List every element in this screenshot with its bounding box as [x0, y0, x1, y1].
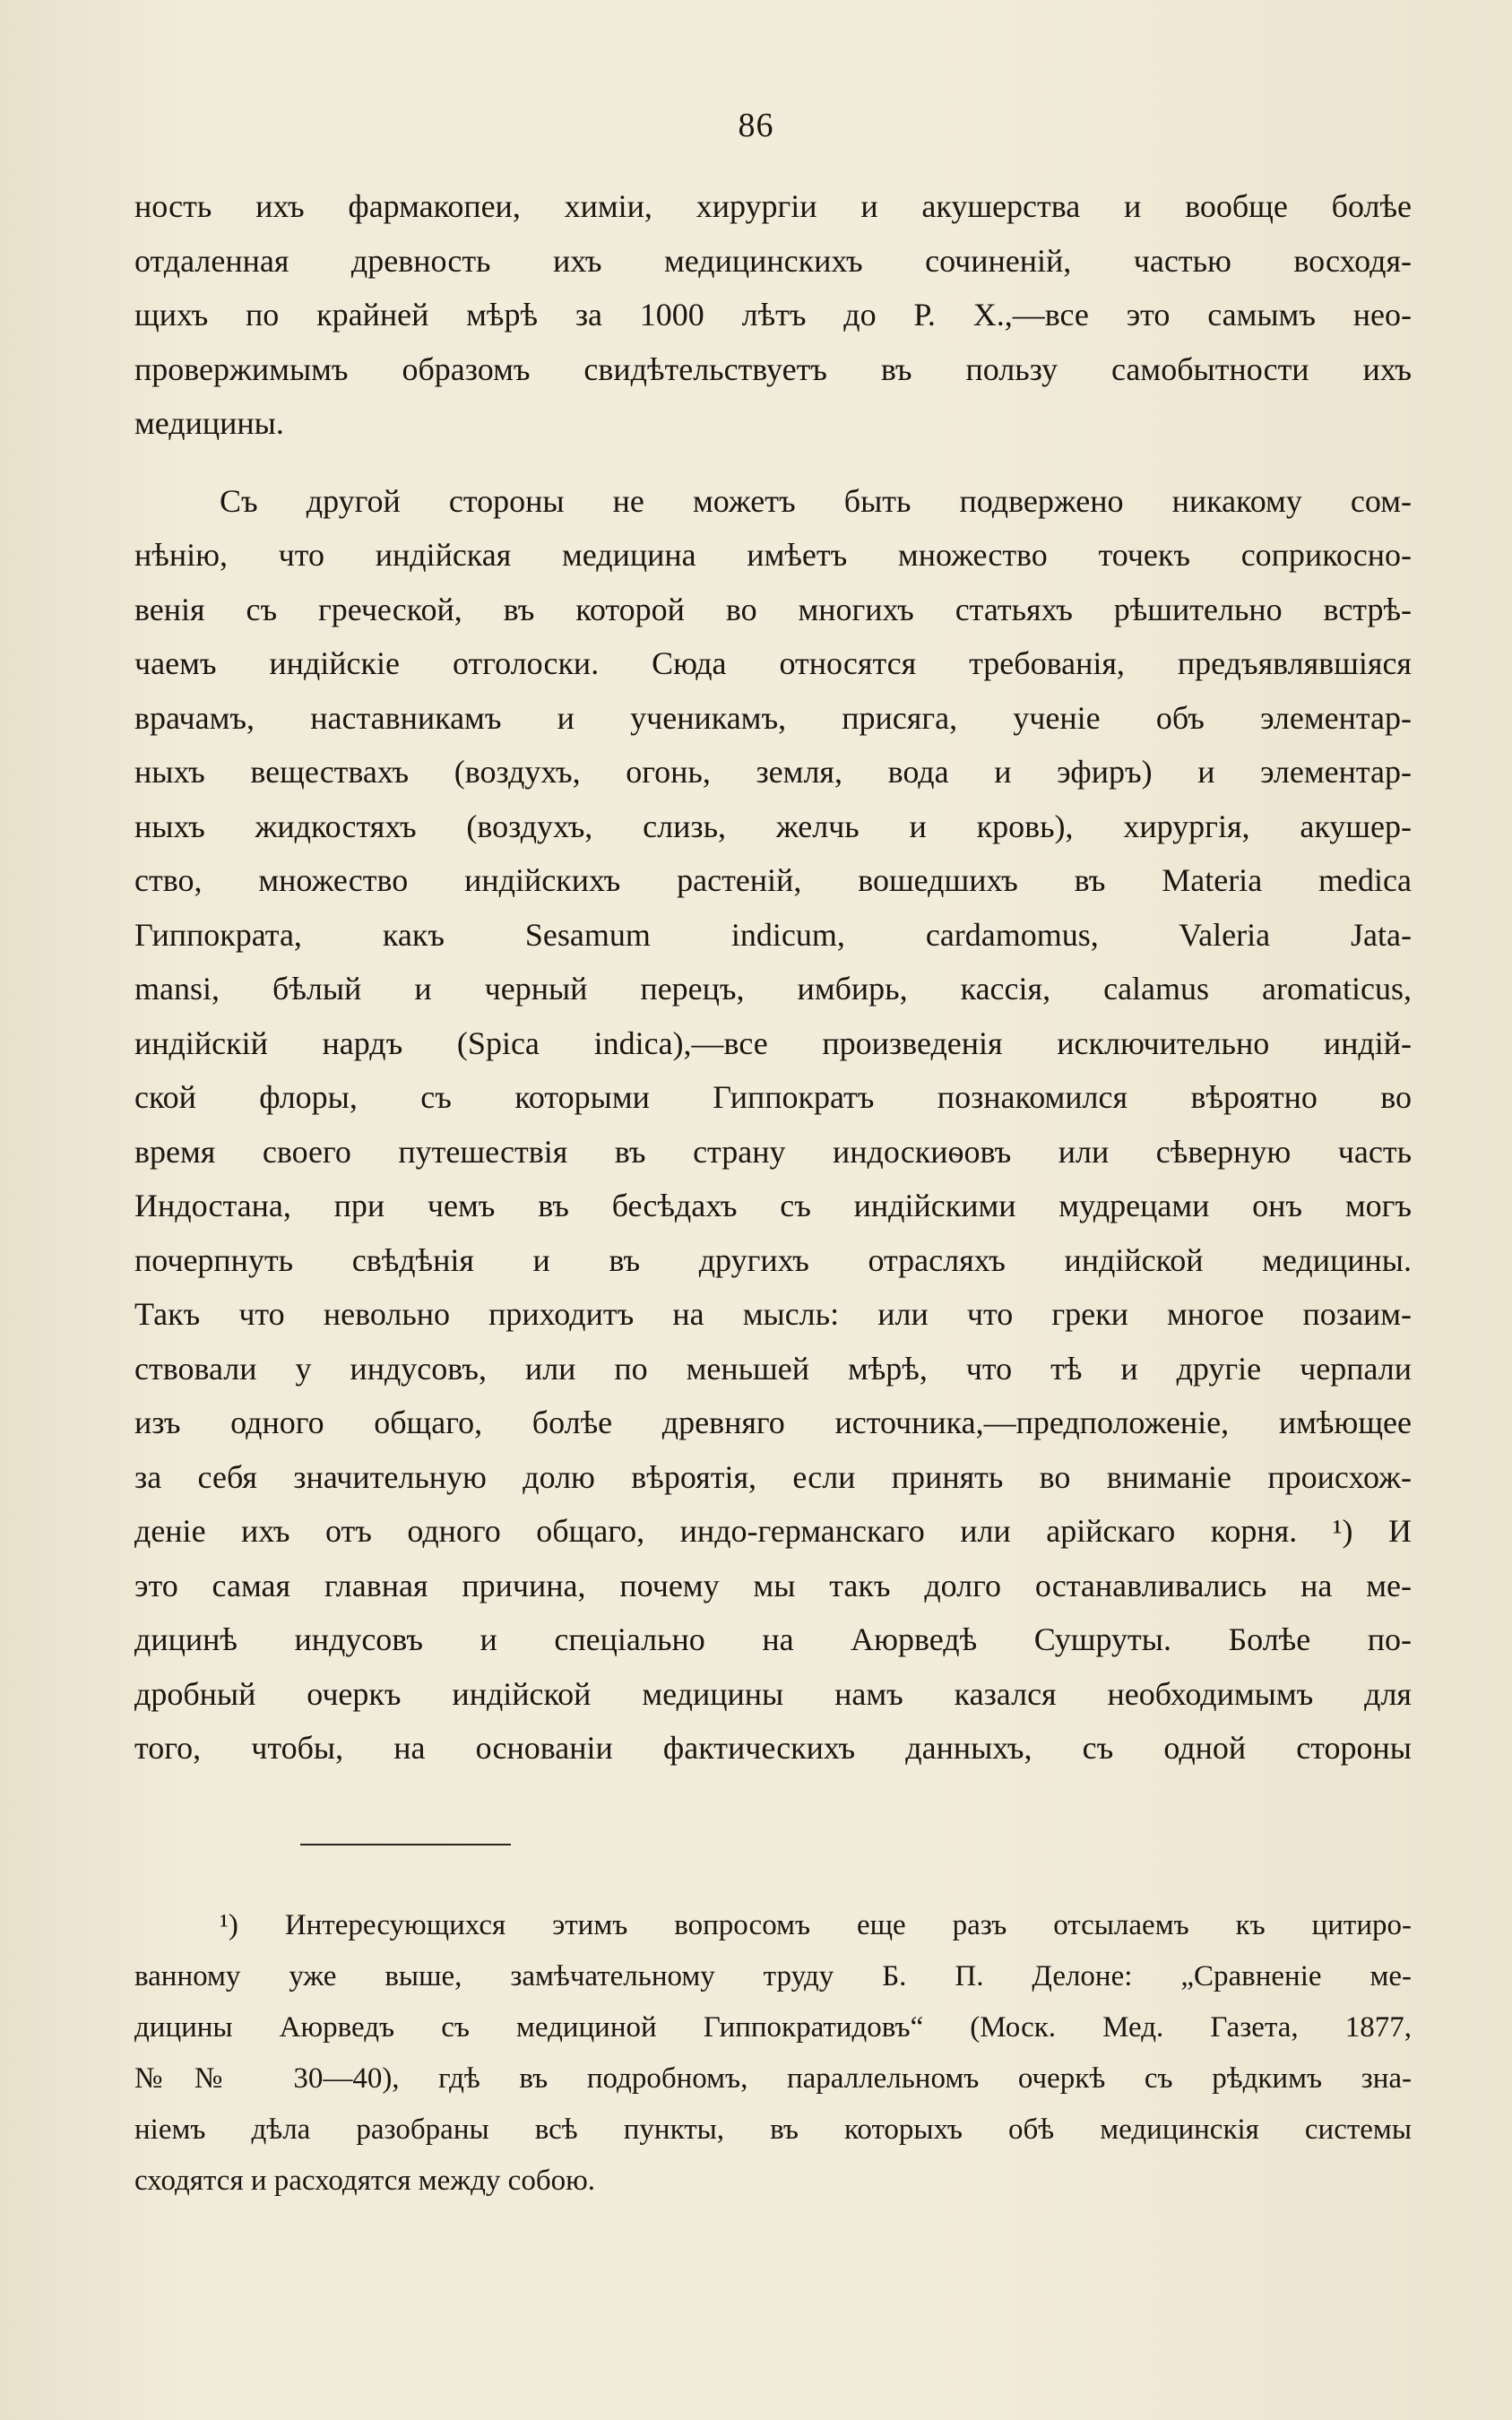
footnote-separator	[300, 1844, 511, 1845]
footnote-line: ніемъ дѣла разобраны всѣ пункты, въ которыхъ обѣ медицинскія системы	[134, 2113, 1412, 2146]
text-line: щихъ по крайней мѣрѣ за 1000 лѣтъ до Р. Х.,—все это самымъ нео-	[134, 297, 1412, 333]
text-line: медицины.	[134, 405, 284, 441]
text-line: ствовали у индусовъ, или по меньшей мѣрѣ, что тѣ и другіе черпали	[134, 1350, 1412, 1387]
text-line: дробный очеркъ индійской медицины намъ казался необходимымъ для	[134, 1675, 1412, 1712]
text-line: ныхъ веществахъ (воздухъ, огонь, земля, вода и эфиръ) и элементар-	[134, 754, 1412, 790]
text-line: венія съ греческой, въ которой во многихъ статьяхъ рѣшительно встрѣ-	[134, 591, 1412, 627]
text-line: это самая главная причина, почему мы такъ долго останавливались на ме-	[134, 1567, 1412, 1603]
text-line: отдаленная древность ихъ медицинскихъ сочиненій, частью восходя-	[134, 242, 1412, 279]
footnote	[134, 1900, 1412, 2207]
text-line: ской флоры, съ которыми Гиппократъ познакомился вѣроятно во	[134, 1079, 1412, 1115]
text-line: Такъ что невольно приходитъ на мысль: или что греки многое позаим-	[134, 1296, 1412, 1332]
main-text	[134, 179, 1412, 1776]
text-line: деніе ихъ отъ одного общаго, индо-германскаго или арійскаго корня. ¹) И	[134, 1513, 1412, 1549]
text-line: ность ихъ фармакопеи, химіи, хирургіи и акушерства и вообще болѣе	[134, 188, 1412, 224]
text-line: того, чтобы, на основаніи фактическихъ данныхъ, съ одной стороны	[134, 1730, 1412, 1766]
text-line: врачамъ, наставникамъ и ученикамъ, присяга, ученіе объ элементар-	[134, 699, 1412, 736]
footnote-line: ¹) Интересующихся этимъ вопросомъ еще разъ отсылаемъ къ цитиро-	[220, 1909, 1412, 1941]
text-line: нѣнію, что индійская медицина имѣетъ множество точекъ соприкосно-	[134, 537, 1412, 573]
text-line: ныхъ жидкостяхъ (воздухъ, слизь, желчь и кровь), хирургія, акушер-	[134, 808, 1412, 844]
page-number: 86	[738, 107, 774, 144]
text-line: mansi, бѣлый и черный перецъ, имбирь, кассія, calamus aromaticus,	[134, 971, 1412, 1007]
text-line: индійскій нардъ (Spica indica),—все произведенія исключительно индій-	[134, 1024, 1412, 1061]
footnote-line: ванному уже выше, замѣчательному труду Б. П. Делоне: „Сравненіе ме-	[134, 1960, 1412, 1992]
text-line: время своего путешествія въ страну индоскиѳовъ или сѣверную часть	[134, 1133, 1412, 1170]
footnote-line: дицины Аюрведъ съ медициной Гиппократидовъ“ (Моск. Мед. Газета, 1877,	[134, 2011, 1412, 2044]
footnote-line: №№ 30—40), гдѣ въ подробномъ, параллельномъ очеркѣ съ рѣдкимъ зна-	[134, 2062, 1412, 2095]
paragraph-gap	[134, 451, 1412, 474]
text-line: изъ одного общаго, болѣе древняго источника,—предположеніе, имѣющее	[134, 1404, 1412, 1440]
text-line: провержимымъ образомъ свидѣтельствуетъ въ пользу самобытности ихъ	[134, 350, 1412, 387]
text-line: ство, множество индійскихъ растеній, вошедшихъ въ Materia medica	[134, 862, 1412, 898]
text-line: дицинѣ индусовъ и спеціально на Аюрведѣ Сушруты. Болѣе по-	[134, 1621, 1412, 1657]
text-line: Съ другой стороны не можетъ быть подвержено никакому сом-	[220, 482, 1412, 519]
text-line: Гиппократа, какъ Sesamum indicum, cardamomus, Valeria Jata-	[134, 916, 1412, 953]
text-line: чаемъ индійскіе отголоски. Сюда относятся требованія, предъявлявшіяся	[134, 645, 1412, 681]
text-line: за себя значительную долю вѣроятія, если принять во вниманіе происхож-	[134, 1458, 1412, 1495]
footnote-line: сходятся и расходятся между собою.	[134, 2165, 596, 2197]
text-line: почерпнуть свѣдѣнія и въ другихъ отрасляхъ индійской медицины.	[134, 1241, 1412, 1278]
text-line: Индостана, при чемъ въ бесѣдахъ съ индійскими мудрецами онъ могъ	[134, 1188, 1412, 1223]
